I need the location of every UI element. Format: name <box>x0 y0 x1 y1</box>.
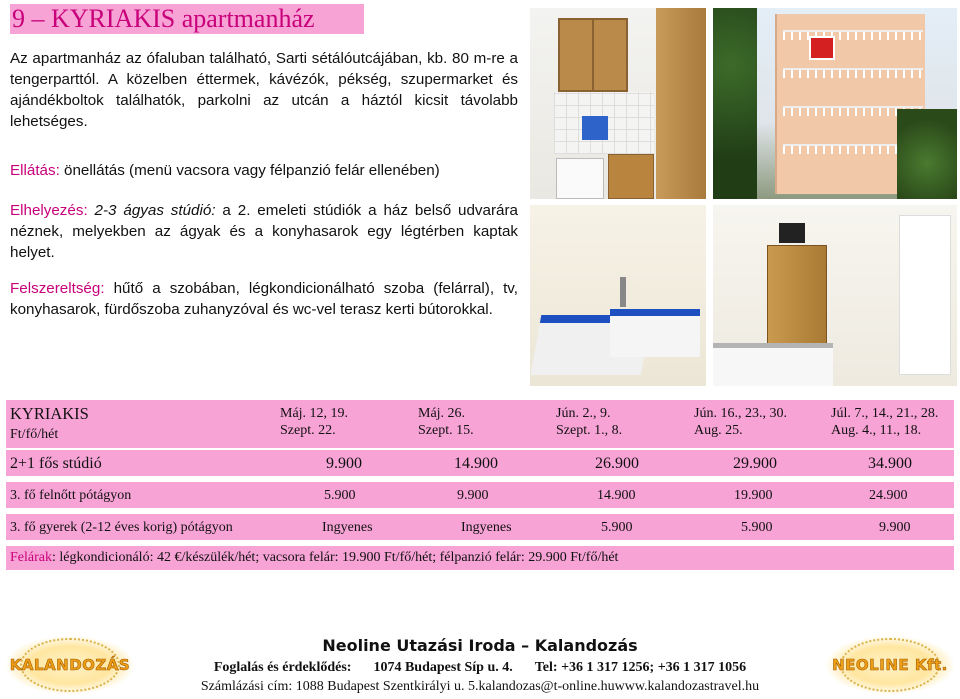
intro-paragraph: Az apartmanház az ófaluban található, Sarti sétálóutcájában, kb. 80 m-re a tengerparttól. A közelben éttermek, kávézók, pékség, szupermarket és ajándékboltok találhatók, parkolni az utcán a háztól kicsit távolabb lehetséges. <box>10 50 518 130</box>
billing-address: Számlázási cím: 1088 Budapest Szentkirályi u. 5. <box>200 679 479 694</box>
price-cell: 14.900 <box>454 455 498 472</box>
neoline-logo: NEOLINE Kft. <box>826 636 954 694</box>
accommodation-label: Elhelyezés: <box>10 202 88 219</box>
equipment-paragraph <box>10 278 518 320</box>
price-cell: 9.900 <box>326 455 362 472</box>
price-cell: 34.900 <box>868 455 912 472</box>
website-link[interactable]: www.kalandozastravel.hu <box>614 679 760 694</box>
board-text: önellátás (menü vacsora vagy félpanzió felár ellenében) <box>59 162 440 179</box>
email-link[interactable]: kalandozas@t-online.hu <box>478 679 615 694</box>
header-name-cell: KYRIAKIS Ft/fő/hét <box>10 404 89 442</box>
accommodation-paragraph <box>10 200 518 263</box>
footer <box>0 628 960 699</box>
surcharge-text: : légkondicionáló: 42 €/készülék/hét; vacsora felár: 19.900 Ft/fő/hét; félpanzió felár: 29.900 Ft/fő/hét <box>51 550 619 565</box>
row-label: 2+1 fős stúdió <box>10 455 102 472</box>
price-table <box>6 400 954 572</box>
board-label: Ellátás: <box>10 162 60 179</box>
period-5: Júl. 7., 14., 21., 28. Aug. 4., 11., 18. <box>831 406 939 438</box>
row-label: 3. fő gyerek (2-12 éves korig) pótágyon <box>10 520 233 535</box>
board-paragraph <box>10 160 518 181</box>
period-1: Máj. 12, 19. Szept. 22. <box>280 406 349 438</box>
period-2: Máj. 26. Szept. 15. <box>418 406 474 438</box>
studio-photo <box>713 205 957 386</box>
price-cell: 29.900 <box>733 455 777 472</box>
equipment-text: hűtő a szobában, légkondicionálható szoba (felárral), tv, konyhasarok, fürdőszoba zuhanyzóval és wc-vel terasz kerti bútorokkal. <box>10 280 518 318</box>
period-3: Jún. 2., 9. Szept. 1., 8. <box>556 406 623 438</box>
price-cell: 9.900 <box>879 520 911 535</box>
period-4: Jún. 16., 23., 30. Aug. 25. <box>694 406 787 438</box>
equipment-label: Felszereltség: <box>10 280 105 297</box>
kitchen-photo <box>530 8 706 199</box>
kalandozas-logo: KALANDOZÁS <box>6 636 134 694</box>
surcharge-note <box>6 546 954 570</box>
surcharge-label: Felárak <box>10 550 52 565</box>
bedroom-photo <box>530 205 706 386</box>
price-cell: 9.900 <box>457 488 489 503</box>
price-header-row <box>6 400 954 448</box>
agency-address: 1074 Budapest Síp u. 4. <box>373 660 513 675</box>
room-type: 2-3 ágyas stúdió: <box>87 202 216 219</box>
booking-label: Foglalás és érdeklődés: <box>213 660 352 675</box>
table-row <box>6 482 954 508</box>
table-row <box>6 450 954 476</box>
agency-phone: Tel: +36 1 317 1256; +36 1 317 1056 <box>534 660 747 675</box>
row-label: 3. fő felnőtt pótágyon <box>10 488 132 503</box>
agency-name: Neoline Utazási Iroda – Kalandozás <box>322 636 638 655</box>
price-cell: 14.900 <box>597 488 636 503</box>
price-cell: 24.900 <box>869 488 908 503</box>
billing-line <box>0 679 960 695</box>
price-cell: 5.900 <box>324 488 356 503</box>
price-cell: 19.900 <box>734 488 773 503</box>
contact-line <box>0 660 960 676</box>
price-cell: 5.900 <box>741 520 773 535</box>
price-cell: 5.900 <box>601 520 633 535</box>
price-cell: Ingyenes <box>461 520 512 535</box>
price-cell: 26.900 <box>595 455 639 472</box>
page-title: 9 – KYRIAKIS apartmanház <box>10 4 364 34</box>
price-cell: Ingyenes <box>322 520 373 535</box>
building-photo <box>713 8 957 199</box>
accommodation-text: a 2. emeleti stúdiók a ház belső udvarára néznek, melyekben az ágyak és a konyhasarok egy légtérben kaptak helyet. <box>10 202 518 261</box>
table-row <box>6 514 954 540</box>
